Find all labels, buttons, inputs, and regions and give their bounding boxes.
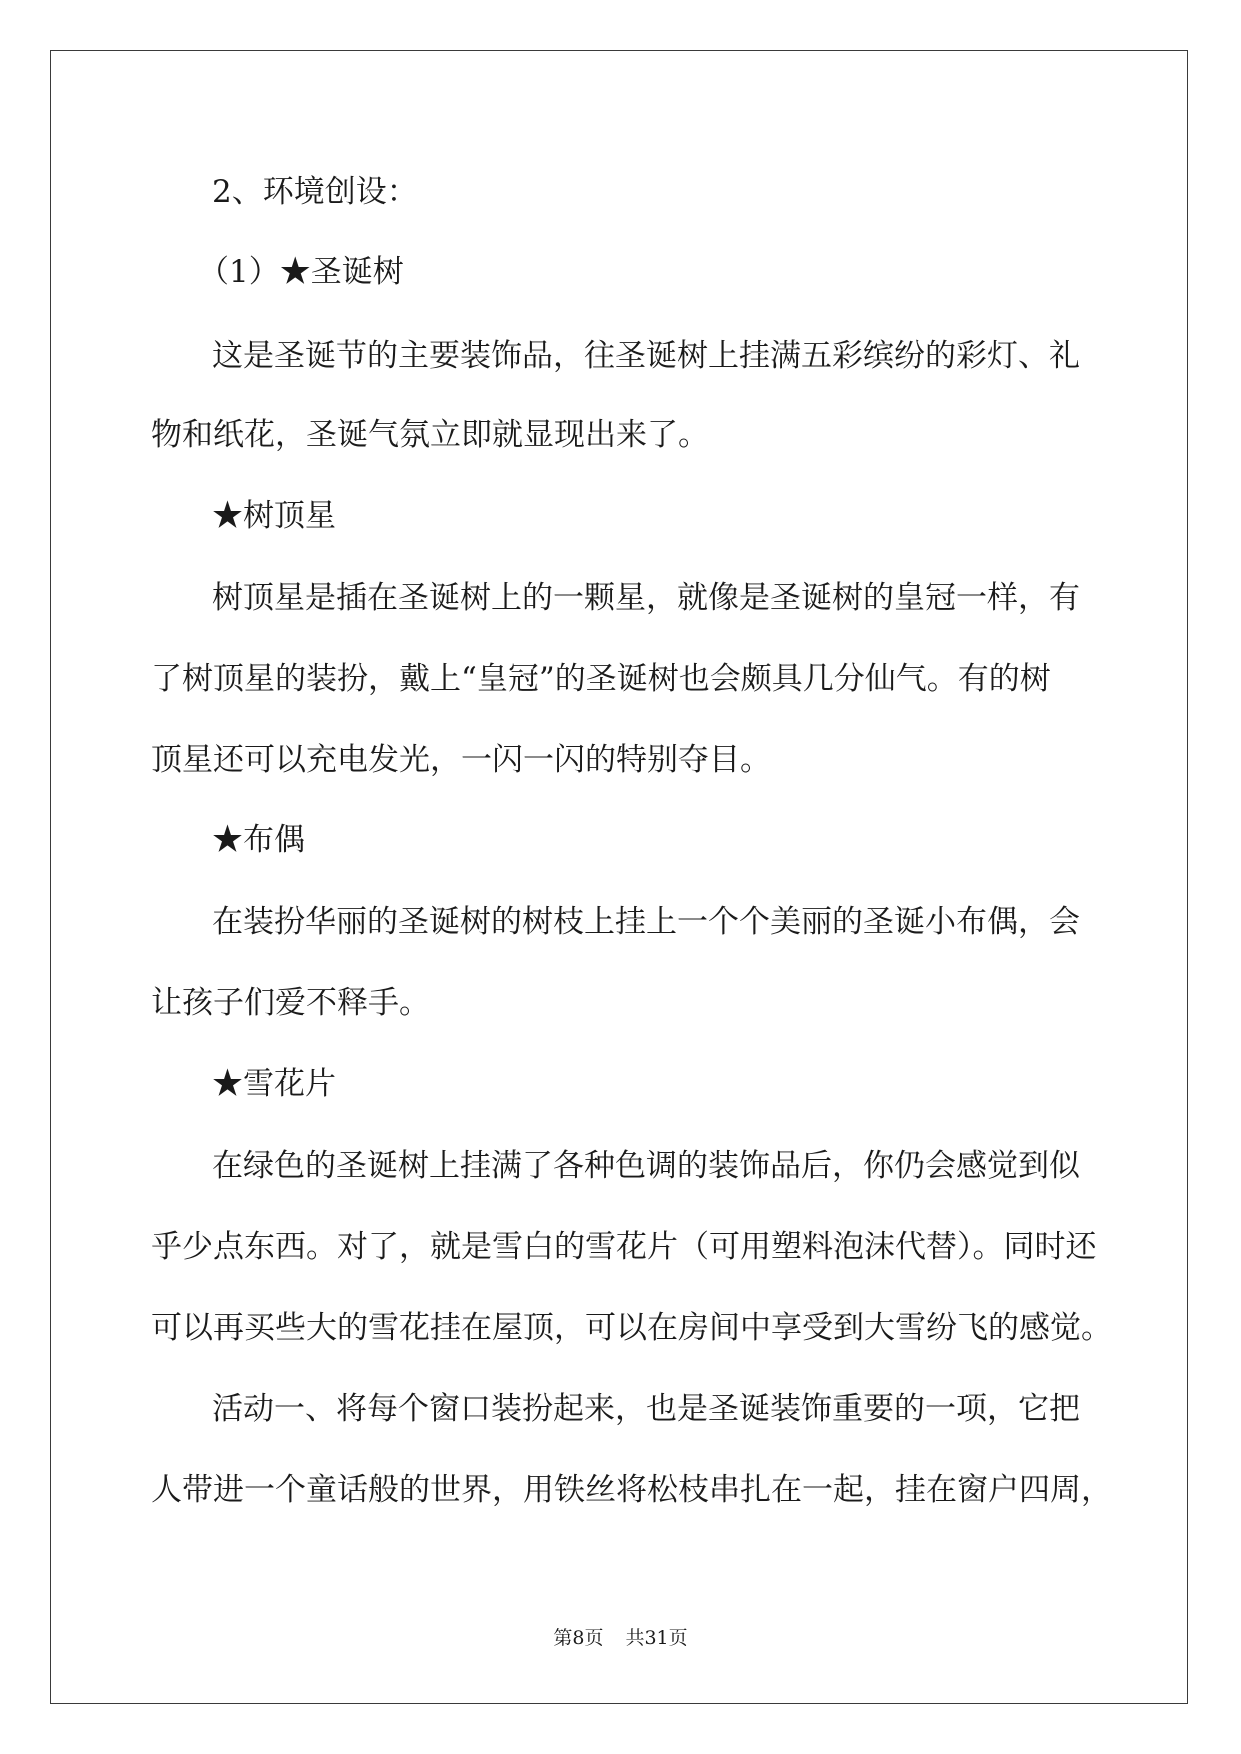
- page-footer: [0, 1626, 1241, 1650]
- total-page-count: 共31页: [625, 1627, 688, 1649]
- paragraph-line: 人带进一个童话般的世界，用铁丝将松枝串扎在一起，挂在窗户四周，: [151, 1472, 1112, 1508]
- page-border: [50, 50, 1188, 1704]
- paragraph-line: 在装扮华丽的圣诞树的树枝上挂上一个个美丽的圣诞小布偶，会: [212, 904, 1080, 940]
- paragraph-line: 了树顶星的装扮，戴上“皇冠”的圣诞树也会颇具几分仙气。有的树: [151, 661, 1051, 697]
- paragraph-line: 可以再买些大的雪花挂在屋顶，可以在房间中享受到大雪纷飞的感觉。: [151, 1310, 1112, 1346]
- paragraph-line: 让孩子们爱不释手。: [151, 985, 430, 1021]
- item-heading: ★树顶星: [212, 498, 336, 534]
- paragraph-line: 乎少点东西。对了，就是雪白的雪花片（可用塑料泡沫代替）。同时还: [151, 1229, 1097, 1265]
- current-page-number: 第8页: [553, 1627, 604, 1649]
- item-heading: ★雪花片: [212, 1066, 336, 1102]
- paragraph-line: 在绿色的圣诞树上挂满了各种色调的装饰品后，你仍会感觉到似: [212, 1148, 1080, 1184]
- section-heading: 2、环境创设：: [212, 174, 418, 210]
- paragraph-line: 活动一、将每个窗口装扮起来，也是圣诞装饰重要的一项，它把: [212, 1391, 1080, 1427]
- paragraph-line: 顶星还可以充电发光，一闪一闪的特别夺目。: [151, 742, 771, 778]
- item-heading: ★布偶: [212, 822, 305, 858]
- subsection-heading: （1）★圣诞树: [198, 254, 404, 290]
- paragraph-line: 这是圣诞节的主要装饰品，往圣诞树上挂满五彩缤纷的彩灯、礼: [212, 338, 1080, 374]
- paragraph-line: 树顶星是插在圣诞树上的一颗星，就像是圣诞树的皇冠一样，有: [212, 580, 1080, 616]
- paragraph-line: 物和纸花，圣诞气氛立即就显现出来了。: [151, 417, 709, 453]
